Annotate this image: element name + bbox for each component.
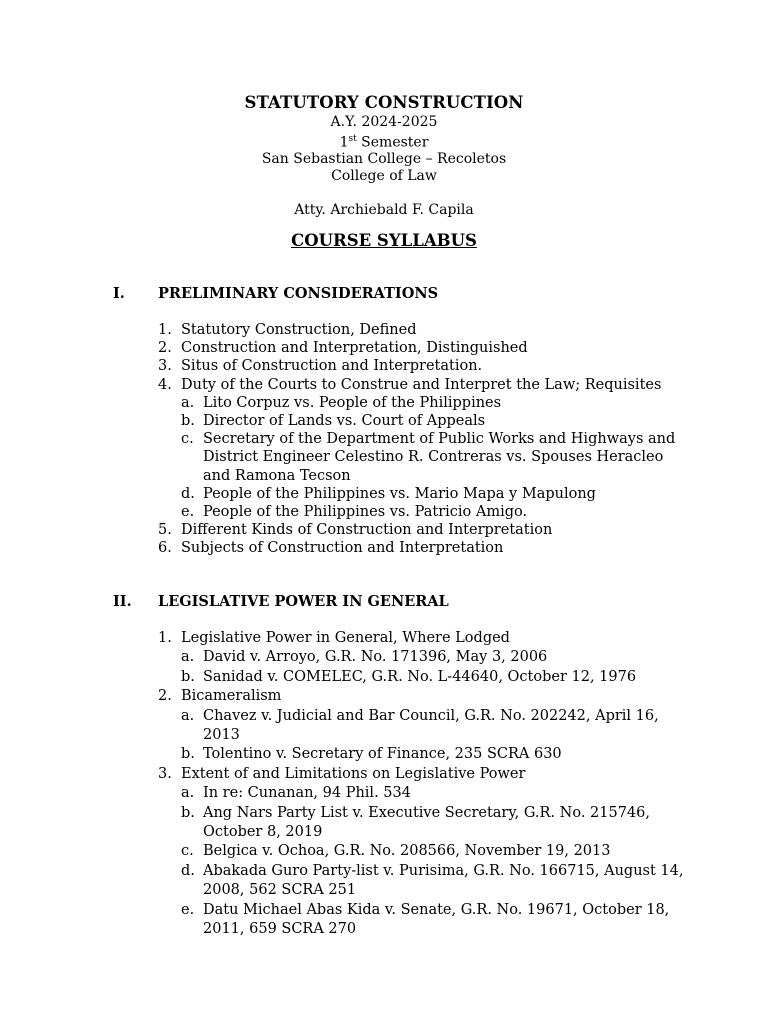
case-text: Abakada Guro Party-list v. Purisima, G.R. No. 166715, August 14, 2008, 562 SCRA 251 <box>203 862 684 899</box>
list-item <box>158 339 688 357</box>
school-name: San Sebastian College – Recoletos <box>261 151 507 168</box>
college-name: College of Law <box>331 168 437 185</box>
item-text: Construction and Interpretation, Distinguished <box>181 340 528 357</box>
item-number: 3. <box>158 358 172 375</box>
course-syllabus-heading: COURSE SYLLABUS <box>291 231 477 250</box>
list-item <box>158 357 688 375</box>
item-number: 1. <box>158 322 172 338</box>
case-item <box>181 862 688 901</box>
list-item <box>158 521 688 539</box>
case-letter: a. <box>181 707 195 724</box>
item-number: 6. <box>158 540 172 557</box>
item-text: Extent of and Limitations on Legislative Power <box>181 765 526 782</box>
case-text: Tolentino v. Secretary of Finance, 235 SCRA 630 <box>203 746 562 763</box>
section-title: PRELIMINARY CONSIDERATIONS <box>158 285 439 302</box>
item-text: Legislative Power in General, Where Lodged <box>181 630 510 646</box>
case-letter: c. <box>181 431 194 448</box>
case-item <box>181 784 688 803</box>
case-text: Datu Michael Abas Kida v. Senate, G.R. No. 19671, October 18, 2011, 659 SCRA 270 <box>203 901 670 938</box>
case-item <box>181 707 688 746</box>
case-letter: b. <box>181 804 195 821</box>
case-item <box>181 485 688 503</box>
item-number: 5. <box>158 522 172 539</box>
semester <box>0 131 768 151</box>
section-list <box>158 629 688 940</box>
case-item <box>181 394 688 412</box>
header-block <box>0 114 768 218</box>
list-item <box>158 629 688 648</box>
semester-number: 1 <box>339 134 349 151</box>
case-text: Director of Lands vs. Court of Appeals <box>203 413 486 430</box>
section-title: LEGISLATIVE POWER IN GENERAL <box>158 593 449 610</box>
case-item <box>181 804 688 843</box>
item-text: Different Kinds of Construction and Interpretation <box>181 522 553 539</box>
case-letter: b. <box>181 668 195 685</box>
case-letter: b. <box>181 413 195 430</box>
item-number: 2. <box>158 340 172 357</box>
list-item <box>158 321 688 339</box>
case-letter: b. <box>181 746 195 763</box>
item-text: Subjects of Construction and Interpretation <box>181 540 504 557</box>
case-text: Ang Nars Party List v. Executive Secretary, G.R. No. 215746, October 8, 2019 <box>203 804 650 841</box>
case-text: Secretary of the Department of Public Works and Highways and District Engineer Celestino R. Contreras vs. Spouses Heracleo and Ramona Tecson <box>203 431 676 484</box>
case-item <box>181 842 688 861</box>
section-numeral: II. <box>113 593 132 610</box>
case-text: People of the Philippines vs. Mario Mapa y Mapulong <box>203 485 596 502</box>
case-letter: a. <box>181 394 195 411</box>
item-text: Statutory Construction, Defined <box>181 322 417 338</box>
item-text: Bicameralism <box>181 688 282 705</box>
list-item <box>158 539 688 557</box>
case-item <box>181 668 688 687</box>
case-item <box>181 430 688 485</box>
semester-superscript: st <box>348 133 357 144</box>
case-item <box>181 503 688 521</box>
case-letter: c. <box>181 843 194 860</box>
case-text: Sanidad v. COMELEC, G.R. No. L-44640, October 12, 1976 <box>203 668 637 685</box>
case-item <box>181 648 688 667</box>
section-list <box>158 321 688 558</box>
case-item <box>181 901 688 940</box>
section-numeral: I. <box>113 285 125 302</box>
item-number: 3. <box>158 765 172 782</box>
case-letter: d. <box>181 862 195 879</box>
case-text: People of the Philippines vs. Patricio Amigo. <box>203 504 528 521</box>
academic-year: A.Y. 2024-2025 <box>330 114 438 130</box>
case-letter: a. <box>181 785 195 802</box>
case-letter: e. <box>181 504 195 521</box>
case-item <box>181 412 688 430</box>
case-letter: e. <box>181 901 195 918</box>
case-text: Chavez v. Judicial and Bar Council, G.R. No. 202242, April 16, 2013 <box>203 707 659 744</box>
case-text: In re: Cunanan, 94 Phil. 534 <box>203 785 411 802</box>
item-text: Situs of Construction and Interpretation. <box>181 358 483 375</box>
item-number: 4. <box>158 376 172 393</box>
list-item <box>158 376 688 394</box>
case-text: Lito Corpuz vs. People of the Philippines <box>203 394 502 411</box>
instructor-name: Atty. Archiebald F. Capila <box>294 201 474 218</box>
document-title: STATUTORY CONSTRUCTION <box>244 93 524 112</box>
item-text: Duty of the Courts to Construe and Interpret the Law; Requisites <box>181 376 662 393</box>
case-item <box>181 745 688 764</box>
case-letter: a. <box>181 649 195 666</box>
semester-label: Semester <box>356 134 429 151</box>
list-item <box>158 687 688 706</box>
case-text: David v. Arroyo, G.R. No. 171396, May 3, 2006 <box>203 649 548 666</box>
case-text: Belgica v. Ochoa, G.R. No. 208566, November 19, 2013 <box>203 843 611 860</box>
item-number: 2. <box>158 688 172 705</box>
case-letter: d. <box>181 485 195 502</box>
item-number: 1. <box>158 630 172 646</box>
list-item <box>158 765 688 784</box>
